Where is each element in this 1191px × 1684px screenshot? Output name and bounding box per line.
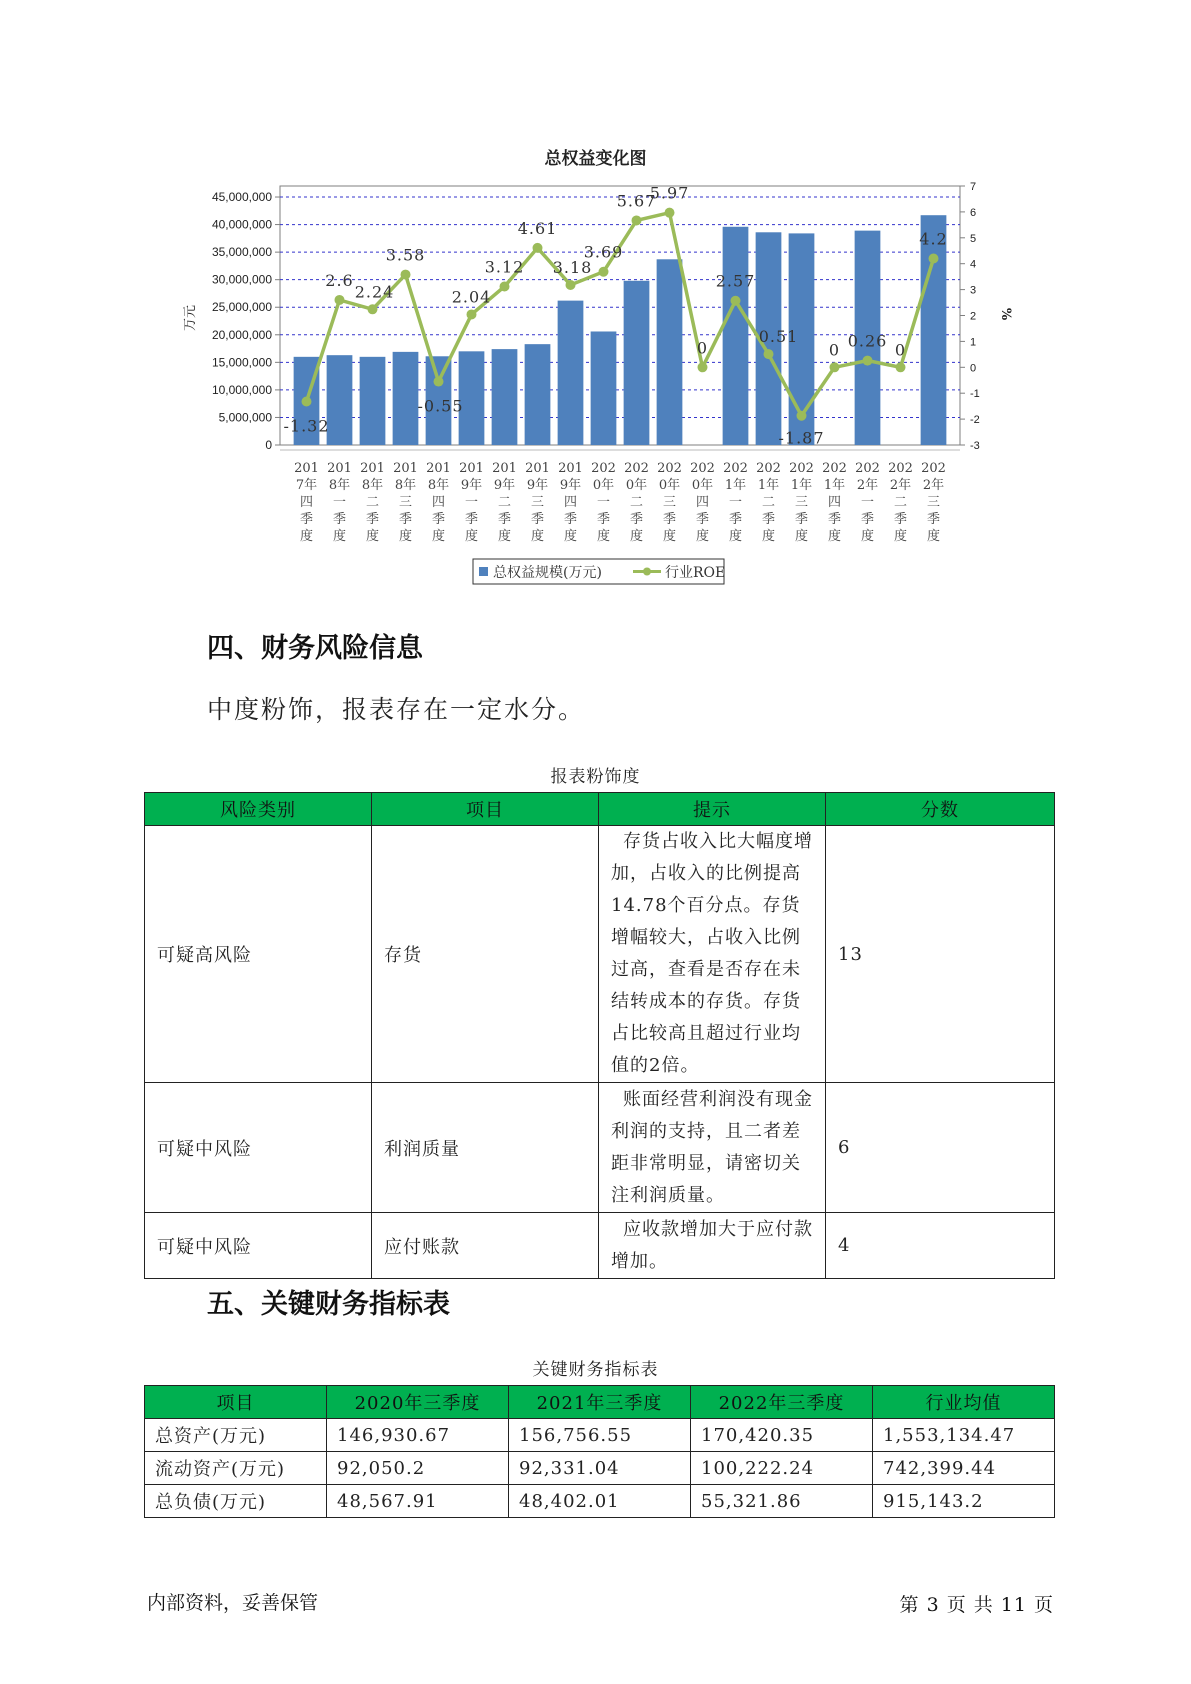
x-tick-label: 度 (563, 529, 578, 544)
roe-point (764, 349, 774, 359)
roe-point (797, 411, 807, 421)
x-tick-label: 三 (926, 495, 941, 510)
y-left-tick-label: 45,000,000 (211, 190, 272, 205)
y-left-tick-label: 40,000,000 (211, 217, 272, 232)
x-tick-label: 度 (596, 529, 611, 544)
x-tick-label: 季 (299, 512, 314, 527)
header-category: 风险类别 (145, 793, 372, 826)
kpi-value: 156,756.55 (509, 1419, 691, 1452)
y-left-tick-label: 30,000,000 (211, 272, 272, 287)
x-tick-label: 三 (794, 495, 809, 510)
x-tick-label: 度 (893, 529, 908, 544)
roe-data-label: 2.6 (325, 270, 354, 290)
table-row (145, 1083, 1055, 1213)
x-tick-label: 度 (860, 529, 875, 544)
x-tick-label: 度 (497, 529, 512, 544)
risk-tip: 应收款增加大于应付款增加。 (599, 1213, 826, 1279)
roe-data-label: 3.58 (385, 245, 426, 265)
roe-point (500, 281, 510, 291)
kpi-label: 流动资产(万元) (145, 1452, 327, 1485)
kpi-value: 48,402.01 (509, 1485, 691, 1518)
x-tick-label: 8年 (361, 478, 384, 493)
y-right-tick-label: 2 (970, 310, 977, 323)
x-tick-label: 2年 (889, 478, 912, 493)
table-row (145, 1452, 1055, 1485)
x-tick-label: 一 (860, 495, 875, 510)
x-tick-label: 201 (393, 461, 418, 476)
x-tick-label: 度 (728, 529, 743, 544)
chart-title: 总权益变化图 (544, 149, 647, 169)
x-tick-label: 201 (360, 461, 385, 476)
x-tick-label: 8年 (328, 478, 351, 493)
y-right-tick-label: 1 (970, 336, 977, 349)
kpi-value: 146,930.67 (327, 1419, 509, 1452)
kpi-value: 92,050.2 (327, 1452, 509, 1485)
x-tick-label: 201 (459, 461, 484, 476)
roe-data-label: 0 (828, 340, 841, 360)
roe-data-label: 2.24 (354, 282, 395, 302)
x-tick-label: 度 (794, 529, 809, 544)
x-tick-label: 202 (822, 461, 847, 476)
equity-bar (657, 259, 683, 445)
roe-point (467, 309, 477, 319)
x-tick-label: 202 (855, 461, 880, 476)
roe-point (533, 243, 543, 253)
x-tick-label: 0年 (691, 478, 714, 493)
roe-data-label: -1.87 (778, 428, 825, 448)
equity-bar (525, 344, 551, 445)
equity-bar (558, 301, 584, 445)
x-tick-label: 度 (827, 529, 842, 544)
section5-heading: 五、关键财务指标表 (207, 1289, 450, 1320)
kpi-label: 总资产(万元) (145, 1419, 327, 1452)
y-left-axis-label: 万元 (183, 304, 198, 332)
y-left-tick-label: 15,000,000 (211, 355, 272, 370)
risk-item: 存货 (372, 826, 599, 1083)
x-tick-label: 季 (728, 512, 743, 527)
risk-category: 可疑中风险 (145, 1213, 372, 1279)
y-left-tick-label: 35,000,000 (211, 245, 272, 260)
roe-point (368, 304, 378, 314)
y-right-tick-label: -1 (970, 388, 980, 401)
x-tick-label: 二 (761, 495, 776, 510)
roe-point (896, 362, 906, 372)
roe-point (731, 296, 741, 306)
x-tick-label: 季 (464, 512, 479, 527)
x-tick-label: 度 (530, 529, 545, 544)
legend-line-marker (643, 568, 651, 576)
roe-point (401, 270, 411, 280)
equity-bar (624, 281, 650, 445)
x-tick-label: 季 (563, 512, 578, 527)
x-tick-label: 季 (365, 512, 380, 527)
x-tick-label: 0年 (592, 478, 615, 493)
x-tick-label: 度 (431, 529, 446, 544)
x-tick-label: 9年 (460, 478, 483, 493)
risk-item: 应付账款 (372, 1213, 599, 1279)
y-right-tick-label: -3 (970, 440, 980, 452)
roe-data-label: 3.18 (552, 257, 593, 277)
y-right-tick-label: 7 (970, 181, 977, 193)
risk-score: 6 (826, 1083, 1055, 1213)
header-2022q3: 2022年三季度 (691, 1386, 873, 1419)
roe-point (434, 377, 444, 387)
roe-point (665, 208, 675, 218)
equity-bar (723, 227, 749, 445)
x-tick-label: 度 (629, 529, 644, 544)
risk-summary: 中度粉饰，报表存在一定水分。 (207, 695, 586, 724)
x-tick-label: 季 (596, 512, 611, 527)
x-tick-label: 二 (629, 495, 644, 510)
x-tick-label: 度 (365, 529, 380, 544)
x-tick-label: 季 (827, 512, 842, 527)
risk-table-caption: 报表粉饰度 (550, 767, 641, 787)
x-tick-label: 季 (398, 512, 413, 527)
legend-bar-label: 总权益规模(万元) (493, 565, 602, 581)
x-tick-label: 1年 (724, 478, 747, 493)
x-tick-label: 季 (860, 512, 875, 527)
x-tick-label: 201 (558, 461, 583, 476)
kpi-value: 915,143.2 (873, 1485, 1055, 1518)
x-tick-label: 201 (525, 461, 550, 476)
kpi-value: 742,399.44 (873, 1452, 1055, 1485)
roe-data-label: 0.26 (847, 331, 888, 351)
y-right-tick-label: 6 (970, 206, 977, 219)
x-tick-label: 度 (398, 529, 413, 544)
roe-data-label: 2.04 (451, 287, 492, 307)
roe-point (863, 356, 873, 366)
x-tick-label: 季 (629, 512, 644, 527)
x-tick-label: 二 (497, 495, 512, 510)
x-tick-label: 201 (426, 461, 451, 476)
x-tick-label: 201 (294, 461, 319, 476)
kpi-table-header (145, 1386, 1055, 1419)
kpi-value: 170,420.35 (691, 1419, 873, 1452)
roe-data-label: 0.51 (758, 327, 799, 347)
risk-score: 13 (826, 826, 1055, 1083)
x-tick-label: 度 (662, 529, 677, 544)
x-tick-label: 季 (332, 512, 347, 527)
roe-data-label: 2.57 (715, 271, 756, 291)
x-tick-label: 一 (464, 495, 479, 510)
x-tick-label: 8年 (394, 478, 417, 493)
x-tick-label: 202 (723, 461, 748, 476)
x-tick-label: 二 (893, 495, 908, 510)
x-tick-label: 度 (464, 529, 479, 544)
footer-page-number: 第 3 页 共 11 页 (899, 1594, 1054, 1616)
header-industry-avg: 行业均值 (873, 1386, 1055, 1419)
y-right-axis-label: % (998, 307, 1013, 321)
x-tick-label: 一 (332, 495, 347, 510)
y-left-tick-label: 25,000,000 (211, 300, 272, 315)
equity-bar (492, 349, 518, 445)
x-tick-label: 三 (398, 495, 413, 510)
risk-tip: 账面经营利润没有现金利润的支持，且二者差距非常明显，请密切关注利润质量。 (599, 1083, 826, 1213)
kpi-value: 48,567.91 (327, 1485, 509, 1518)
footer-confidential: 内部资料，妥善保管 (147, 1592, 319, 1614)
y-left-tick-label: 10,000,000 (211, 382, 272, 397)
x-tick-label: 四 (299, 495, 314, 510)
risk-score: 4 (826, 1213, 1055, 1279)
roe-point (566, 280, 576, 290)
x-tick-label: 季 (662, 512, 677, 527)
x-tick-label: 季 (695, 512, 710, 527)
kpi-value: 92,331.04 (509, 1452, 691, 1485)
table-row (145, 1485, 1055, 1518)
table-row (145, 1419, 1055, 1452)
x-tick-label: 四 (827, 495, 842, 510)
section4-heading: 四、财务风险信息 (207, 633, 423, 664)
roe-data-label: 0 (894, 340, 907, 360)
x-tick-label: 1年 (757, 478, 780, 493)
roe-data-label: 5.67 (616, 191, 657, 211)
table-row (145, 826, 1055, 1083)
kpi-table-caption: 关键财务指标表 (532, 1360, 659, 1380)
roe-data-label: 0 (696, 338, 709, 358)
kpi-value: 100,222.24 (691, 1452, 873, 1485)
x-tick-label: 三 (530, 495, 545, 510)
equity-chart (0, 0, 1191, 600)
header-item: 项目 (372, 793, 599, 826)
x-tick-label: 一 (596, 495, 611, 510)
roe-point (632, 215, 642, 225)
kpi-table (144, 1385, 1055, 1518)
y-right-tick-label: 0 (970, 362, 977, 375)
legend-bar-swatch (479, 567, 488, 576)
y-right-tick-label: -2 (970, 414, 980, 427)
equity-bar (327, 355, 353, 445)
table-row (145, 1213, 1055, 1279)
x-tick-label: 201 (492, 461, 517, 476)
roe-data-label: 3.69 (583, 242, 624, 262)
kpi-value: 55,321.86 (691, 1485, 873, 1518)
x-tick-label: 度 (695, 529, 710, 544)
x-tick-label: 7年 (295, 478, 318, 493)
y-left-tick-label: 20,000,000 (211, 327, 272, 342)
x-tick-label: 202 (657, 461, 682, 476)
x-tick-label: 三 (662, 495, 677, 510)
x-tick-label: 四 (563, 495, 578, 510)
y-right-tick-label: 5 (970, 232, 977, 245)
kpi-value: 1,553,134.47 (873, 1419, 1055, 1452)
equity-bar (393, 352, 419, 445)
x-tick-label: 季 (893, 512, 908, 527)
x-tick-label: 1年 (823, 478, 846, 493)
x-tick-label: 一 (728, 495, 743, 510)
risk-category: 可疑高风险 (145, 826, 372, 1083)
x-tick-label: 度 (761, 529, 776, 544)
x-tick-label: 2年 (856, 478, 879, 493)
x-tick-label: 9年 (559, 478, 582, 493)
header-item: 项目 (145, 1386, 327, 1419)
x-tick-label: 0年 (658, 478, 681, 493)
roe-point (599, 267, 609, 277)
roe-data-label: 3.12 (484, 257, 525, 277)
risk-category: 可疑中风险 (145, 1083, 372, 1213)
equity-bar (360, 357, 386, 445)
roe-data-label: -0.55 (417, 396, 464, 416)
x-tick-label: 201 (327, 461, 352, 476)
x-tick-label: 9年 (493, 478, 516, 493)
x-tick-label: 季 (530, 512, 545, 527)
header-2021q3: 2021年三季度 (509, 1386, 691, 1419)
roe-point (698, 362, 708, 372)
x-tick-label: 季 (497, 512, 512, 527)
y-right-tick-label: 3 (970, 284, 977, 297)
roe-point (335, 295, 345, 305)
x-tick-label: 四 (431, 495, 446, 510)
legend-line-label: 行业ROE (665, 565, 726, 581)
x-tick-label: 度 (332, 529, 347, 544)
risk-tip: 存货占收入比大幅度增加，占收入的比例提高14.78个百分点。存货增幅较大，占收入比例过高，查看是否存在未结转成本的存货。存货占比较高且超过行业均值的2倍。 (599, 826, 826, 1083)
kpi-label: 总负债(万元) (145, 1485, 327, 1518)
equity-bar (921, 215, 947, 445)
x-tick-label: 202 (591, 461, 616, 476)
roe-data-label: 4.61 (517, 218, 558, 238)
x-tick-label: 202 (690, 461, 715, 476)
header-2020q3: 2020年三季度 (327, 1386, 509, 1419)
header-tip: 提示 (599, 793, 826, 826)
x-tick-label: 8年 (427, 478, 450, 493)
x-tick-label: 1年 (790, 478, 813, 493)
x-tick-label: 202 (756, 461, 781, 476)
x-tick-label: 度 (299, 529, 314, 544)
roe-data-label: -1.32 (283, 416, 330, 436)
x-tick-label: 二 (365, 495, 380, 510)
y-left-tick-label: 0 (265, 438, 272, 452)
x-tick-label: 0年 (625, 478, 648, 493)
roe-point (830, 362, 840, 372)
x-tick-label: 季 (431, 512, 446, 527)
risk-table-header (145, 793, 1055, 826)
x-tick-label: 202 (789, 461, 814, 476)
x-tick-label: 202 (624, 461, 649, 476)
roe-point (302, 396, 312, 406)
y-right-tick-label: 4 (970, 258, 977, 271)
x-tick-label: 季 (761, 512, 776, 527)
x-tick-label: 季 (926, 512, 941, 527)
header-score: 分数 (826, 793, 1055, 826)
risk-table (144, 792, 1055, 1279)
x-tick-label: 9年 (526, 478, 549, 493)
x-tick-label: 2年 (922, 478, 945, 493)
x-tick-label: 202 (888, 461, 913, 476)
equity-bar (591, 331, 617, 445)
x-tick-label: 季 (794, 512, 809, 527)
risk-item: 利润质量 (372, 1083, 599, 1213)
roe-data-label: 4.2 (919, 229, 948, 249)
y-left-tick-label: 5,000,000 (218, 410, 272, 425)
roe-data-label: 5.97 (649, 183, 690, 203)
x-tick-label: 度 (926, 529, 941, 544)
x-tick-label: 202 (921, 461, 946, 476)
x-tick-label: 四 (695, 495, 710, 510)
roe-point (929, 254, 939, 264)
